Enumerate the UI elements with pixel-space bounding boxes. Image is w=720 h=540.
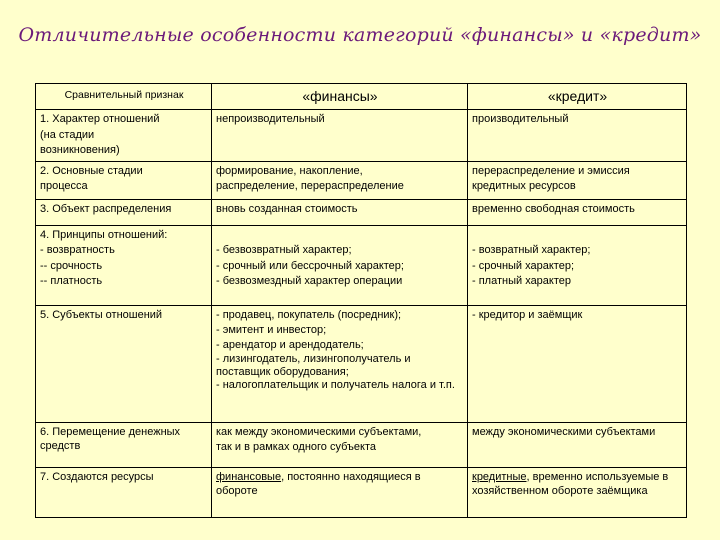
table-row — [36, 199, 687, 225]
text-line: -- платность — [40, 275, 103, 287]
text-rest: , временно используемые в хозяйственном обороте заёмщика — [472, 470, 669, 497]
text-line: - безвозмездный характер операции — [216, 275, 403, 287]
text-line: возникновения) — [40, 144, 120, 156]
text-line: - срочный или бессрочный характер; — [216, 259, 404, 272]
text-line: формирование, накопление, — [216, 164, 363, 177]
criterion-cell — [36, 467, 212, 517]
text-line: -- срочность — [40, 259, 103, 272]
text-line: распределение, перераспределение — [216, 180, 404, 192]
header-criterion: Сравнительный признак — [36, 84, 212, 110]
finance-cell — [212, 199, 468, 225]
table-row — [36, 305, 687, 422]
text-line: 5. Субъекты отношений — [40, 308, 163, 321]
text-line: временно свободная стоимость — [472, 202, 635, 215]
criterion-cell — [36, 161, 212, 199]
criterion-cell — [36, 110, 212, 162]
table-header-row — [36, 84, 687, 110]
text-line: кредитных ресурсов — [472, 180, 576, 192]
text-line: (на стадии — [40, 128, 95, 141]
credit-cell — [468, 199, 687, 225]
text-line — [472, 228, 683, 244]
text-line: - кредитор и заёмщик — [472, 308, 583, 321]
text-line: так и в рамках одного субъекта — [216, 441, 376, 453]
finance-cell — [212, 161, 468, 199]
text-line: вновь созданная стоимость — [216, 202, 358, 215]
page-title: Отличительные особенности категорий «финансы» и «кредит» — [18, 24, 702, 46]
text-line: 3. Объект распределения — [40, 202, 172, 215]
table-row — [36, 161, 687, 199]
text-line: 6. Перемещение денежных средств — [40, 425, 181, 452]
text-line: - срочный характер; — [472, 259, 574, 272]
text-line: 7. Создаются ресурсы — [40, 470, 154, 483]
comparison-table — [35, 83, 687, 518]
credit-cell — [468, 225, 687, 305]
finance-cell — [212, 467, 468, 517]
table-row — [36, 110, 687, 162]
finance-cell — [212, 225, 468, 305]
credit-cell — [468, 110, 687, 162]
finance-cell — [212, 110, 468, 162]
text-line: как между экономическими субъектами, — [216, 425, 422, 438]
table-row — [36, 422, 687, 467]
text-line — [216, 228, 464, 244]
text-line: - платный характер — [472, 275, 572, 287]
text-line: - возвратный характер; — [472, 244, 591, 256]
text-line: непроизводительный — [216, 113, 325, 125]
credit-cell — [468, 305, 687, 422]
text-line: - возвратность — [40, 244, 115, 256]
text-rest: , постоянно находящиеся в обороте — [216, 470, 421, 497]
finance-cell — [212, 305, 468, 422]
table-row — [36, 467, 687, 517]
text-line: - налогоплательщик и получатель налога и т.п. — [216, 378, 455, 391]
credit-cell — [468, 467, 687, 517]
header-credit: «кредит» — [468, 84, 687, 110]
text-line: - продавец, покупатель (посредник); — [216, 308, 402, 321]
text-line: 1. Характер отношений — [40, 113, 160, 125]
text-line: - лизингодатель, лизингополучатель и поставщик оборудования; — [216, 352, 411, 378]
underlined-term: финансовые — [216, 470, 282, 483]
finance-cell — [212, 422, 468, 467]
table-row — [36, 225, 687, 305]
header-finance: «финансы» — [212, 84, 468, 110]
criterion-cell — [36, 422, 212, 467]
text-line: между экономическими субъектами — [472, 425, 656, 438]
criterion-cell — [36, 225, 212, 305]
text-line: 2. Основные стадии — [40, 164, 143, 177]
text-line: - арендатор и арендодатель; — [216, 338, 364, 351]
credit-cell — [468, 422, 687, 467]
text-line: - безвозвратный характер; — [216, 244, 352, 256]
text-line: производительный — [472, 113, 569, 125]
underlined-term: кредитные — [472, 470, 527, 483]
text-line: перераспределение и эмиссия — [472, 164, 630, 177]
text-line: - эмитент и инвестор; — [216, 323, 327, 336]
text-line: процесса — [40, 180, 88, 192]
criterion-cell — [36, 305, 212, 422]
criterion-cell — [36, 199, 212, 225]
credit-cell — [468, 161, 687, 199]
text-line: 4. Принципы отношений: — [40, 228, 168, 241]
